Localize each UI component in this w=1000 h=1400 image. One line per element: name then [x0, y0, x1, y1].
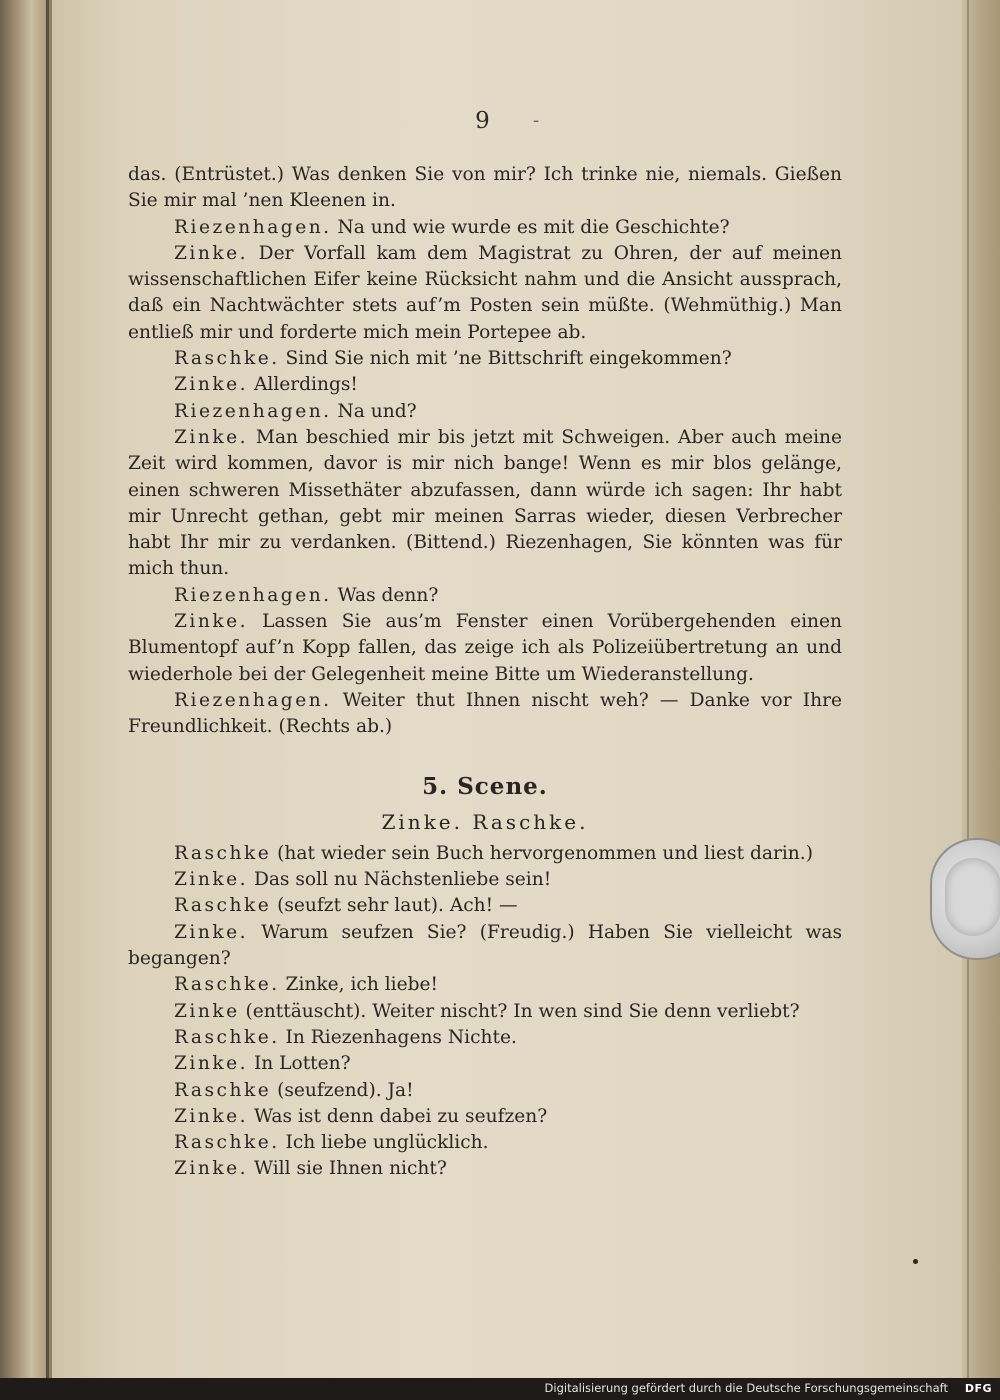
dialogue-line [128, 1130, 842, 1156]
page-number: 9 [475, 108, 490, 134]
dialogue-text: das. (Entrüstet.) Was denken Sie von mir? Ich trinke nie, niemals. Gießen Sie mir mal ’nen Kleenen in. [128, 164, 842, 212]
speaker-name: Riezenhagen. [174, 216, 332, 238]
speaker-name: Riezenhagen. [174, 689, 332, 711]
dialogue-text: Weiter thut Ihnen nischt weh? — Danke vor Ihre Freundlichkeit. (Rechts ab.) [128, 689, 842, 738]
speaker-name: Raschke [174, 895, 272, 917]
speaker-name: Riezenhagen. [174, 584, 332, 606]
dialogue-text: Man beschied mir bis jetzt mit Schweigen. Aber auch meine Zeit wird kommen, davor is mir nich bange! Wenn es mir blos gelänge, einen schweren Missethäter abzufassen, dann würde ich sagen: Ihr habt mir Unrecht gethan, gebt mir meinen Sarras wieder, diesen Verbrecher habt Ihr mir zu verdanken. (Bittend.) Riezenhagen, Sie könnten was für mich thun. [128, 426, 842, 580]
dialogue-text: Der Vorfall kam dem Magistrat zu Ohren, der auf meinen wissenschaftlichen Eifer keine Rücksicht nahm und die Ansicht aussprach, daß ein Nachtwächter stets auf’m Posten sein müßte. (Wehmüthig.) Man entließ mir und forderte mich mein Portepee ab. [128, 242, 842, 343]
dialogue-line [128, 841, 842, 867]
speaker-name: Zinke [174, 1000, 240, 1022]
dialogue-line [128, 1051, 842, 1077]
dialogue-line [128, 399, 842, 425]
dialogue-line [128, 372, 842, 398]
book-right-edge-line [967, 0, 969, 1378]
dialogue-line [128, 688, 842, 741]
speaker-name: Raschke. [174, 1132, 280, 1154]
dialogue-text: Ich liebe unglücklich. [279, 1132, 489, 1154]
dialogue-line [128, 583, 842, 609]
dialogue-line [128, 425, 842, 583]
speaker-name: Riezenhagen. [174, 400, 332, 422]
dialogue-text: In Lotten? [248, 1053, 351, 1075]
dialogue-before-scene [128, 162, 842, 741]
dialogue-line [128, 1156, 842, 1182]
dialogue-text: (seufzt sehr laut). Ach! — [271, 895, 518, 917]
dialogue-text: Das soll nu Nächstenliebe sein! [248, 869, 552, 891]
dialogue-line [128, 1078, 842, 1104]
dialogue-line [128, 241, 842, 346]
speaker-name: Raschke. [174, 348, 280, 370]
dialogue-line [128, 346, 842, 372]
dialogue-line [128, 215, 842, 241]
scene-heading: 5. Scene. [422, 772, 548, 800]
speaker-name: Raschke [174, 1079, 272, 1101]
speaker-name: Zinke. [174, 1053, 249, 1075]
dialogue-text: (enttäuscht). Weiter nischt? In wen sind Sie denn verliebt? [239, 1000, 800, 1022]
speaker-name: Zinke. [174, 869, 249, 891]
book-left-edge-line [46, 0, 49, 1400]
dialogue-line [128, 162, 842, 215]
speaker-name: Zinke. [174, 1158, 249, 1180]
book-left-edge [0, 0, 52, 1400]
dialogue-line [128, 867, 842, 893]
speaker-name: Zinke. [174, 426, 249, 448]
dialogue-text: Was ist denn dabei zu seufzen? [248, 1105, 548, 1127]
ink-dot [913, 1259, 918, 1264]
scene-cast: Zinke. Raschke. [381, 809, 589, 834]
speaker-name: Raschke. [174, 974, 280, 996]
dialogue-text: (seufzend). Ja! [271, 1079, 414, 1101]
dialogue-line [128, 972, 842, 998]
dialogue-line [128, 609, 842, 688]
dialogue-text: Will sie Ihnen nicht? [248, 1158, 447, 1180]
dialogue-line [128, 1104, 842, 1130]
speaker-name: Zinke. [174, 242, 249, 264]
dialogue-line [128, 999, 842, 1025]
dialogue-line [128, 920, 842, 973]
page-clip-inner [945, 858, 1000, 936]
dfg-logo: DFG [964, 1382, 992, 1395]
dialogue-text: Warum seufzen Sie? (Freudig.) Haben Sie vielleicht was begangen? [128, 921, 842, 970]
dialogue-text: Was denn? [331, 584, 439, 606]
speaker-name: Zinke. [174, 1105, 249, 1127]
dialogue-after-scene [128, 841, 842, 1183]
dialogue-text: Sind Sie nich mit ’ne Bittschrift eingekommen? [279, 348, 732, 370]
dialogue-text: Zinke, ich liebe! [279, 974, 438, 996]
speaker-name: Raschke. [174, 1026, 280, 1048]
dialogue-text: Allerdings! [248, 374, 358, 396]
dialogue-text: In Riezenhagens Nichte. [279, 1026, 517, 1048]
dialogue-line [128, 893, 842, 919]
dialogue-text: Na und? [331, 400, 417, 422]
page-text-block [128, 162, 842, 1183]
speaker-name: Zinke. [174, 611, 249, 633]
dialogue-text: Na und wie wurde es mit die Geschichte? [331, 216, 730, 238]
speaker-name: Raschke [174, 842, 272, 864]
page-number-dash: - [533, 110, 540, 131]
footer-credit: Digitalisierung gefördert durch die Deutsche Forschungsgemeinschaft [544, 1381, 948, 1395]
footer-bar [0, 1378, 1000, 1400]
dialogue-text: (hat wieder sein Buch hervorgenommen und liest darin.) [271, 842, 813, 864]
dialogue-text: Lassen Sie aus’m Fenster einen Vorübergehenden einen Blumentopf auf’n Kopp fallen, das zeige ich als Polizeiübertretung an und wiederhole bei der Gelegenheit meine Bitte um Wiederanstellung. [128, 611, 842, 685]
speaker-name: Zinke. [174, 374, 249, 396]
speaker-name: Zinke. [174, 921, 249, 943]
dialogue-line [128, 1025, 842, 1051]
